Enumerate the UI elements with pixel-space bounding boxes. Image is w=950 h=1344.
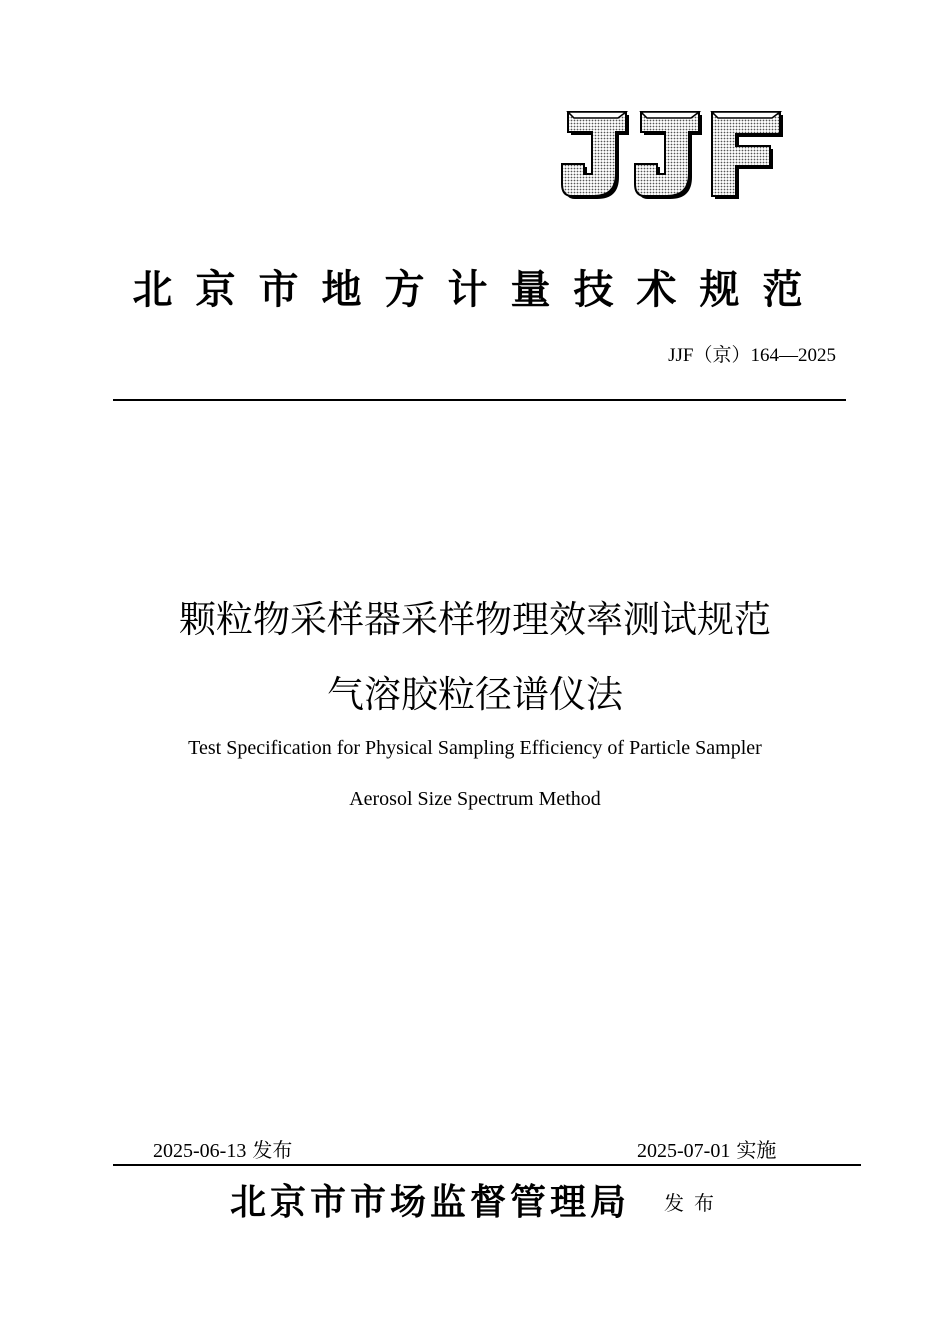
title-en-line2: Aerosol Size Spectrum Method — [349, 788, 601, 810]
title-en-line1: Test Specification for Physical Sampling Efficiency of Particle Sampler — [188, 737, 762, 759]
title-cn-line1: 颗粒物采样器采样物理效率测试规范 — [179, 598, 771, 641]
issue-label: 发布 — [252, 1138, 293, 1162]
publish-word: 发布 — [664, 1191, 724, 1215]
effective-date-block — [637, 1134, 776, 1163]
jjf-logo — [558, 104, 784, 200]
series-title: 北京市地方计量技术规范 — [132, 267, 826, 313]
bottom-divider — [113, 1164, 861, 1166]
standard-number: JJF（京）164—2025 — [668, 345, 836, 366]
top-divider — [113, 399, 846, 401]
title-cn-line2: 气溶胶粒径谱仪法 — [327, 673, 623, 716]
publisher-name: 北京市市场监督管理局 — [230, 1181, 631, 1223]
effective-date: 2025-07-01 — [637, 1140, 731, 1162]
issue-date: 2025-06-13 — [153, 1140, 247, 1162]
effective-label: 实施 — [736, 1138, 777, 1162]
issue-date-block — [153, 1134, 292, 1163]
